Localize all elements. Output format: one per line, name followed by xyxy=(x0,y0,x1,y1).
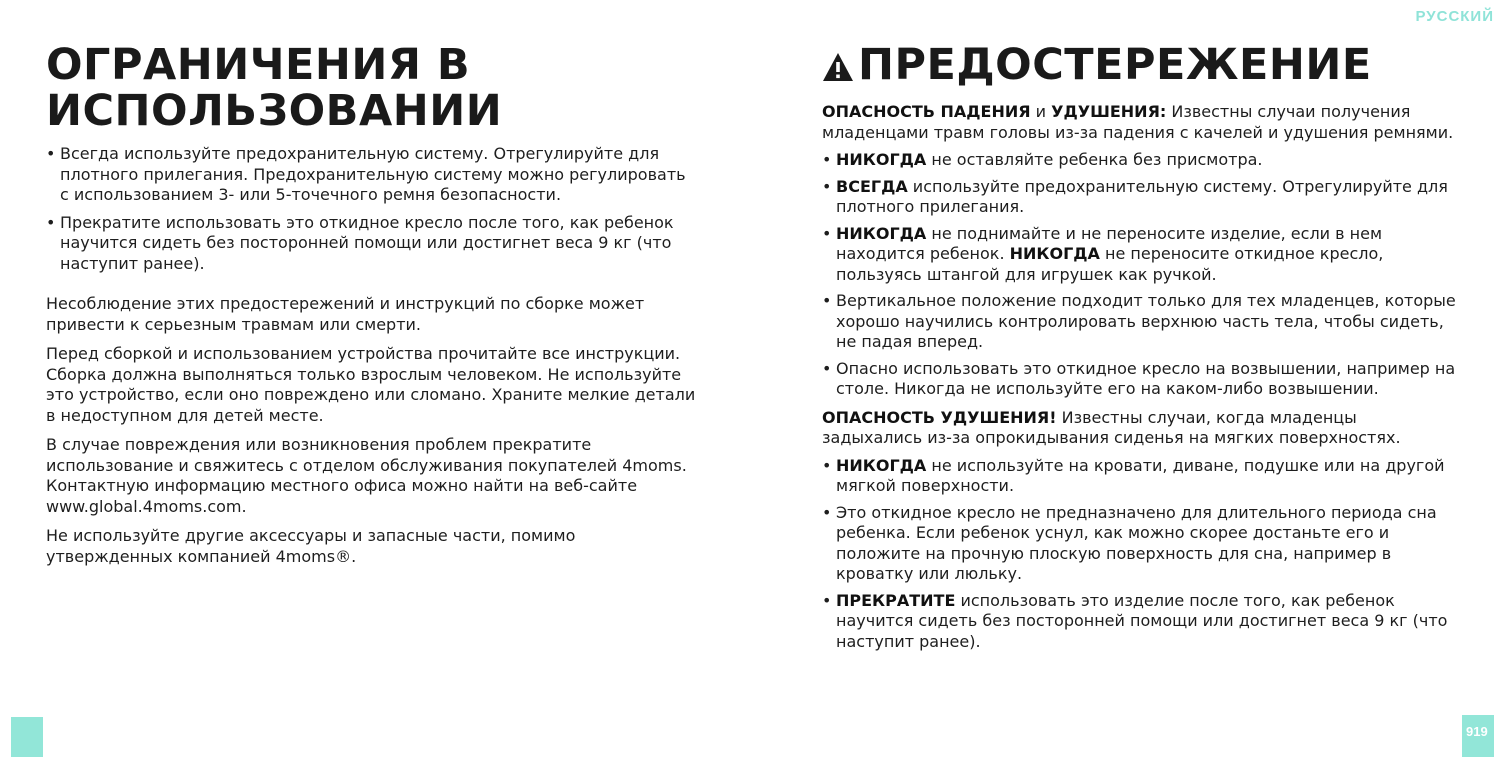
list-item xyxy=(822,150,1462,171)
bullet-text-2: не переносите откидное кресло, пользуясь штангой для игрушек как ручкой. xyxy=(836,244,1384,284)
language-label: РУССКИЙ xyxy=(1415,8,1494,25)
bullet-text: Вертикальное положение подходит только для тех младенцев, которые хорошо научились контролировать верхнюю часть тела, чтобы сидеть, не падая вперед. xyxy=(836,291,1456,351)
paragraph: Не используйте другие аксессуары и запасные части, помимо утвержденных компанией 4moms®. xyxy=(46,526,576,566)
list-item xyxy=(822,291,1462,353)
fall-strangulation-hazard xyxy=(822,102,1462,143)
usage-limitations-bullets xyxy=(46,144,696,274)
page-number: 919 xyxy=(1466,724,1488,739)
fall-hazard-bullets xyxy=(822,150,1462,400)
bullet-text: Это откидное кресло не предназначено для длительного периода сна ребенка. Если ребенок уснул, как можно скорее достаньте его и положите на прочную плоскую поверхность для сна, например в кроватку или люльку. xyxy=(836,502,1437,583)
hazard-label: ОПАСНОСТЬ ПАДЕНИЯ xyxy=(822,102,1031,121)
bullet-text: не оставляйте ребенка без присмотра. xyxy=(926,150,1263,169)
warning-triangle-icon xyxy=(822,52,854,82)
usage-limitations-title: ОГРАНИЧЕНИЯ В ИСПОЛЬЗОВАНИИ xyxy=(46,40,503,136)
list-item xyxy=(822,591,1462,653)
bullet-emphasis-2: НИКОГДА xyxy=(1009,244,1100,263)
bullet-emphasis: НИКОГДА xyxy=(836,223,927,243)
hazard-text: Известны случаи, когда младенцы задыхались из-за опрокидывания сиденья на мягких поверхностях. xyxy=(822,407,1401,447)
bullet-emphasis: ВСЕГДА xyxy=(836,176,908,196)
suffocation-hazard-bullets xyxy=(822,456,1462,653)
hazard-label: ОПАСНОСТЬ УДУШЕНИЯ! xyxy=(822,407,1057,427)
hazard-conjunction: и xyxy=(1030,102,1052,121)
bullet-text: не поднимайте и не переносите изделие, если в нем находится ребенок. xyxy=(836,223,1383,263)
list-item xyxy=(822,177,1462,218)
warning-column xyxy=(822,42,1462,672)
bullet-text: Опасно использовать это откидное кресло на возвышении, например на столе. Никогда не используйте его на каком-либо возвышении. xyxy=(836,358,1456,398)
usage-limitations-column xyxy=(46,42,696,576)
list-item xyxy=(822,503,1462,585)
list-item: • Всегда используйте предохранительную систему. Отрегулируйте для плотного прилегания. Предохранительную систему можно регулировать с использованием 3- или 5-точечного ремня безопасности. xyxy=(46,144,696,206)
bullet-emphasis: НИКОГДА xyxy=(836,150,927,169)
warning-title: ПРЕДОСТЕРЕЖЕНИЕ xyxy=(858,40,1372,90)
list-item xyxy=(822,456,1462,497)
warning-header xyxy=(822,42,1462,88)
list-item xyxy=(822,359,1462,400)
paragraph: В случае повреждения или возникновения проблем прекратите использование и свяжитесь с отделом обслуживания покупателей 4moms. Контактную информацию местного офиса можно найти на веб-сайте www.global.4moms.com. xyxy=(46,435,687,516)
page-corner-marker-left xyxy=(11,717,43,757)
hazard-label-2: УДУШЕНИЯ: xyxy=(1051,102,1167,121)
bullet-text: используйте предохранительную систему. Отрегулируйте для плотного прилегания. xyxy=(836,176,1448,216)
bullet-emphasis: НИКОГДА xyxy=(836,455,927,475)
paragraph: Несоблюдение этих предостережений и инструкций по сборке может привести к серьезным травмам или смерти. xyxy=(46,294,645,334)
bullet-emphasis: ПРЕКРАТИТЕ xyxy=(836,590,956,610)
bullet-text: не используйте на кровати, диване, подушке или на другой мягкой поверхности. xyxy=(836,455,1445,495)
paragraph: Перед сборкой и использованием устройства прочитайте все инструкции. Сборка должна выполняться только взрослым человеком. Не используйте это устройство, если оно повреждено или сломано. Храните мелкие детали в недоступном для детей месте. xyxy=(46,344,696,425)
bullet-text: использовать это изделие после того, как ребенок научится сидеть без посторонней помощи или достигнет веса 9 кг (что наступит ранее). xyxy=(836,590,1448,651)
list-item xyxy=(822,224,1462,286)
list-item: • Прекратите использовать это откидное кресло после того, как ребенок научится сидеть без посторонней помощи или достигнет веса 9 кг (что наступит ранее). xyxy=(46,213,696,275)
hazard-text: Известны случаи получения младенцами травм головы из-за падения с качелей и удушения ремнями. xyxy=(822,102,1454,142)
suffocation-hazard xyxy=(822,408,1462,449)
